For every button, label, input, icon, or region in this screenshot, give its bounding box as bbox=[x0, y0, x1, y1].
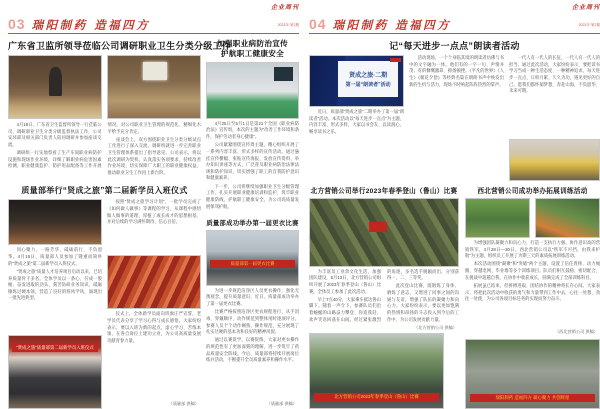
page-header bbox=[309, 3, 600, 32]
article-climb-byline: （北方营销公司 供稿） bbox=[413, 324, 457, 330]
masthead-date: 2023年·第2期 bbox=[578, 23, 600, 28]
page-04 bbox=[309, 3, 600, 409]
header-rule bbox=[309, 33, 600, 34]
photo-outward-1 bbox=[465, 198, 530, 238]
page-header bbox=[8, 3, 299, 32]
article-climb-body: 为丰富员工业余文化生活，加强团队建设，5月13日，北方营销公司组织开展了2023年春季登山（鲁山）比赛，全体员工参加了此次活动。 早上7点40分，大家乘车抵达鲁山脚下。随着一声令下，参赛队员们沿着蜿蜒的山路奋力攀登、你追我赶，欢声笑语回荡在山间。经过紧张激烈的角逐，多名选手脱颖而出，分别获得一、二、三等奖。 此次登山比赛，既锻炼了身体、磨炼了意志，又增进了同事之间的沟通与友谊，增强了队伍的凝聚力和向心力。大家纷纷表示，要以更加饱满的热情和昂扬的斗志投入到今后的工作中，为公司发展贡献力量。 bbox=[309, 268, 459, 322]
photo-climb-award bbox=[309, 198, 459, 267]
slide-panel bbox=[338, 61, 398, 97]
article-climb bbox=[309, 184, 459, 409]
slide-title-line1: 贤成之旅·二期 bbox=[349, 73, 388, 79]
page-number: 03 bbox=[8, 16, 26, 32]
photo-cleanroom bbox=[206, 62, 299, 119]
article-induction-body-1: 同心聚力，一路芳华，砥砺前行，不负韶华。4月19日，质量部人员参加了隆重而简朴的“贤成之旅”第二届新学员入班仪式。 “贤成之旅”质量人才培养项目启动以来，已培养质量骨干多名。全体学员以一条心、拧成一股绳、奋发进取的劲头，刻苦钻研业务知识，砥砺锤炼过硬本领，营造了良好的班风学风，涌现出一批先进典型。 bbox=[8, 247, 102, 301]
photo-dressing-contest bbox=[206, 230, 299, 286]
masthead bbox=[271, 0, 299, 31]
outward-banner: 瑞阳制药 造福四方 凝心聚力 共创辉煌 bbox=[470, 394, 595, 402]
climb-banner: 北方营销公司2023年春季登山（鲁山）比赛 bbox=[314, 393, 439, 401]
article-induction-body-3: 仪式上，全体新学员面向班旗庄严宣誓，老学员代表分享了学习心得与成长感悟。大家纷纷表示，要以入班为新的起点，虚心学习、苦练本领，在各自岗位上建功立业，为公司高质量发展贡献青春力量。 bbox=[107, 311, 201, 344]
page-slogan: 瑞阳制药 造福四方 bbox=[31, 17, 151, 32]
article-induction-headline: 质量部举行“贤成之旅”第二届新学员入班仪式 bbox=[21, 186, 188, 195]
induction-banner: “贤成之旅”质量部第二届新学员入班仪式 bbox=[12, 344, 99, 352]
article-reader-headline: 记“每天进步一点点”朗读者活动 bbox=[389, 41, 520, 51]
article-induction-byline: （质量部 供稿） bbox=[168, 401, 199, 406]
article-dressing-body: 为进一步规范洁净区人员更衣操作，强化无菌观念，提升质量意识，近日，质量部成功举办了第一届更衣比赛。 比赛严格按照洁净区更衣规程进行，从手消毒、穿戴顺序、动作规范到整体用时逐项评分。参赛人员个个动作娴熟、操作规范，充分展现了扎实过硬的基本功和良好的精神风貌。 通过以赛促学、以赛促练，大家对更衣操作的规范性有了更加深刻的理解，进一步筑牢了药品质量安全防线。今后，质量部将持续开展岗位练兵活动，不断提升全员质量素养和操作水平。 bbox=[206, 287, 299, 363]
masthead-name: 企业周刊 bbox=[571, 3, 600, 11]
photo-reader-slide bbox=[309, 55, 404, 107]
photo-outward-2 bbox=[535, 198, 600, 238]
article-induction-body-2: 按照“贤成之旅学习计划”，一批学员完成了《如何做人做事》等课程的学习，从课程中感悟做人做事的道理，厚植了成长成才的思想根基，并对后续的学习满怀期待、信心百倍。 bbox=[107, 199, 201, 225]
article-climb-headline: 北方营销公司举行2023年春季登山（鲁山）比赛 bbox=[310, 188, 458, 195]
article-outward bbox=[465, 184, 600, 409]
photo-reader-group bbox=[509, 139, 600, 181]
page-number: 04 bbox=[309, 16, 327, 32]
photo-induction-ceremony bbox=[8, 199, 102, 245]
article-reader-body-1: 近日，质量部“贤成之旅”二期举办了第一届“朗读者”活动。本次活动以“每天进步一点点”为主题，内容丰富、形式多样，大家以书会友、以读润心，畅享读书之乐。 bbox=[309, 109, 404, 134]
article-dressing bbox=[206, 217, 299, 409]
article-reader-body-3: 一代人有一代人的长征，一代人有一代人的担当。通过此次活动，大家纷纷表示，要把读书学习当成一种生活态度、一种精神追求，每天进步一点点，日积月累、久久为功，遇见更好的自己。愿我们都怀揣梦想，奔赴山海，不负韶华，未来可期。 bbox=[509, 55, 600, 94]
slide-logo bbox=[390, 58, 401, 62]
photo-outward-group bbox=[465, 339, 600, 409]
article-survey-body: 4月18日，广东省卫生监督所领导一行莅临公司，调研职业卫生分类分级监督执法工作，公司安环部及相关部门负责人陪同调研并参加座谈交流。 调研组一行实地察看了生产车间职业病防护设施和现场作业环境，详细了解职业病危害因素检测、职业健康监护、防护用品配备等工作开展情况，对公司职业卫生管理的规范化、精细化水平给予充分肯定。 座谈会上，双方围绕职业卫生分类分级试点工作进行了深入交流，调研组就进一步完善职业卫生管理体系提出了指导意见。公司表示，将以此次调研为契机，认真落实各项要求，持续改善作业环境，切实保障广大职工的职业健康权益，推动职业卫生工作再上新台阶。 bbox=[8, 122, 201, 176]
page-03 bbox=[8, 3, 299, 409]
masthead-name: 企业周刊 bbox=[270, 3, 299, 11]
photo-climb-group bbox=[309, 333, 444, 409]
photo-meeting-room-2 bbox=[107, 55, 201, 119]
article-reader bbox=[309, 38, 600, 181]
slide-title-line2: 第一届“朗读者”活动 bbox=[345, 82, 391, 88]
photo-induction-group bbox=[8, 335, 102, 409]
photo-meeting-room-1 bbox=[8, 55, 102, 119]
article-occupational-headline: 加强职业病防治宣传 护航职工健康安全 bbox=[216, 39, 289, 58]
article-survey-headline: 广东省卫监所领导莅临公司调研职业卫生分类分级工作 bbox=[8, 41, 232, 51]
article-reader-body-2: 活动现场，一个个身临其境的朗读者仿佛与书中的文字融为一体。他们有的一字一句、声情并茂；有的慷慨激昂、抑扬顿挫。《平凡的世界》《人生》《朝花夕拾》等经典名篇在朗朗书声中焕发出新的生机与活力，现场不时响起阵阵热烈的掌声。 bbox=[409, 55, 504, 87]
photo-red-books bbox=[107, 255, 201, 309]
header-rule bbox=[8, 33, 299, 34]
article-outward-byline: （西北营销公司 供稿） bbox=[554, 329, 598, 334]
article-induction bbox=[8, 185, 201, 409]
article-outward-body: 为增强团队凝聚力和向心力，打造一支执行力强、协作意识高的营销铁军，4月28日—30日，西北营销公司以“铁军不可挡，由我来护航”为主题，组织员工开展了为期三天的素质拓展训练活动。 本次活动围绕“凝聚”和“突破”两个主题，设置了信任背摔、动力绳圈、穿越电网、毕业墙等多个训练项目。队员们相互鼓励、密切配合，在挑战中超越自我，在协作中收获成长，圆满完成了全部训练科目。 拓展虽已结束，但拼搏进取、团结协作的精神将长存心间。大家表示，将把此次活动中收获的勇气和力量带到工作中去，心往一处想、劲往一处使，为公司各项目标任务的实现而努力奋斗。 bbox=[465, 240, 600, 302]
article-occupational-body: 4月25日至5月1日是第21个全国《职业病防治法》宣传周，本次的主题为“改善工作环境和条件，保护劳动者身心健康”。 公司紧紧围绕宣传周主题，精心组织开展了一系列内容丰富、形式多样的宣传活动。通过悬挂宣传横幅、张贴宣传海报、发放宣传资料、举办知识讲座等方式，广泛普及职业病防治法律法规和防护知识，切实增强了职工的自我防护意识和健康素养。 下一步，公司将继续加强职业卫生分级管理工作，扎实开展职业健康培训和监护，筑牢职业健康防线，护航职工健康安全，为公司高质量发展保驾护航。 bbox=[206, 120, 299, 209]
article-survey bbox=[8, 38, 232, 182]
article-dressing-byline: （质量部 供稿） bbox=[266, 401, 297, 406]
article-occupational bbox=[206, 38, 299, 215]
masthead-date: 2023年·第2期 bbox=[277, 23, 299, 28]
article-dressing-headline: 质量部成功举办第一届更衣比赛 bbox=[206, 219, 299, 227]
masthead bbox=[572, 0, 600, 31]
page-slogan: 瑞阳制药 造福四方 bbox=[332, 17, 452, 32]
article-outward-headline: 西北营销公司成功举办拓展训练活动 bbox=[477, 188, 588, 195]
dressing-banner: 质量部第一届更衣比赛 bbox=[210, 260, 296, 268]
